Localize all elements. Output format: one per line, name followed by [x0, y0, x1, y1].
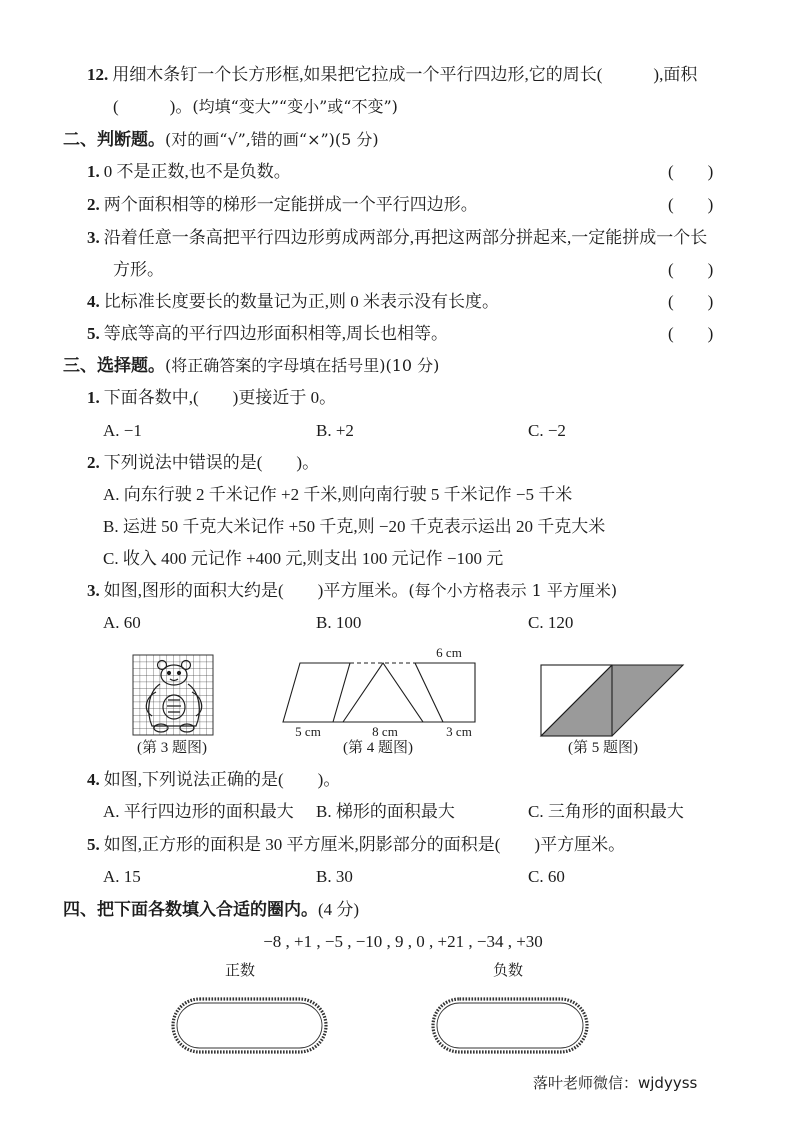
question-number: 3. [87, 228, 100, 247]
section-judge-heading [63, 130, 379, 150]
option-c: C. 收入 400 元记作 +400 元,则支出 100 元记作 −100 元 [103, 549, 504, 568]
question-text: 如图,正方形的面积是 30 平方厘米,阴影部分的面积是( )平方厘米。 [103, 835, 626, 854]
question-number: 2. [87, 195, 100, 214]
answer-blank: ( ) [668, 324, 714, 343]
judge-item-1 [87, 162, 291, 182]
section-score: (4 分) [318, 900, 360, 919]
oval-inner-border [437, 1003, 583, 1048]
fig3-caption: (第 3 题图) [137, 740, 207, 756]
negative-numbers-circle [431, 997, 589, 1054]
question-note: (均填“变大”“变小”或“不变”) [192, 97, 398, 116]
judge-item-3-continued [113, 260, 164, 280]
fig4-figure [283, 663, 475, 722]
oval-outer-border [173, 999, 326, 1052]
question-text: 比标准长度要长的数量记为正,则 0 米表示没有长度。 [103, 292, 499, 311]
question-number: 4. [87, 292, 100, 311]
option-a: A. −1 [103, 421, 142, 440]
figures-row [0, 640, 793, 745]
option-a: A. 60 [103, 613, 141, 632]
choice-item-3 [87, 581, 617, 601]
option-a: A. 15 [103, 867, 141, 886]
answer-blank: ( ) [668, 195, 714, 214]
fig4-triangle [343, 663, 423, 722]
answer-blank: ( ) [668, 260, 714, 279]
option-b: B. 100 [316, 613, 362, 632]
fig4-label-trapezoid-base: 3 cm [446, 724, 472, 739]
section-instruction: (对的画“√”,错的画“×”)(5 分) [165, 130, 379, 149]
question-text: 方形。 [113, 260, 164, 279]
fig4-caption: (第 4 题图) [343, 740, 413, 756]
fig4-label-triangle-base: 8 cm [372, 724, 398, 739]
question-text: 下面各数中,( )更接近于 0。 [103, 388, 337, 407]
question-12-line-1 [87, 65, 697, 85]
choice-item-1 [87, 388, 336, 408]
fig5-caption: (第 5 题图) [568, 740, 638, 756]
question-text: 用细木条钉一个长方形框,如果把它拉成一个平行四边形,它的周长( ),面积 [112, 65, 698, 84]
question-note: (每个小方格表示 1 平方厘米) [408, 581, 618, 600]
positive-numbers-circle [171, 997, 328, 1054]
option-b: B. 运进 50 千克大米记作 +50 千克,则 −20 千克表示运出 20 千克大米 [103, 517, 606, 536]
judge-item-5 [87, 324, 448, 344]
fig4-parallelogram [283, 663, 350, 722]
choice-item-2 [87, 453, 319, 473]
oval-outer-border [433, 999, 587, 1052]
option-a: A. 平行四边形的面积最大 [103, 802, 294, 821]
section-instruction: (将正确答案的字母填在括号里)(10 分) [165, 356, 440, 375]
section-title: 四、把下面各数填入合适的圈内。 [63, 900, 318, 919]
fig3-bear-eye-left [168, 672, 171, 675]
fig4-label-top: 6 cm [436, 645, 462, 660]
question-number: 12. [87, 65, 109, 84]
question-text: 等底等高的平行四边形面积相等,周长也相等。 [103, 324, 448, 343]
question-number: 1. [87, 162, 100, 181]
question-number: 5. [87, 324, 100, 343]
question-number: 2. [87, 453, 100, 472]
section-choice-heading [63, 356, 439, 376]
option-b: B. 30 [316, 867, 353, 886]
option-c: C. 120 [528, 613, 574, 632]
question-text: ( )。 [113, 97, 193, 116]
question-number: 3. [87, 581, 100, 600]
option-c: C. 60 [528, 867, 565, 886]
question-number: 4. [87, 770, 100, 789]
number-list: −8 , +1 , −5 , −10 , 9 , 0 , +21 , −34 , +30 [263, 932, 543, 951]
option-b: B. 梯形的面积最大 [316, 802, 455, 821]
question-text: 如图,图形的面积大约是( )平方厘米。 [103, 581, 409, 600]
answer-blank: ( ) [668, 292, 714, 311]
section-title: 二、判断题。 [63, 130, 165, 149]
fig4-trapezoid [415, 663, 475, 722]
question-text: 0 不是正数,也不是负数。 [103, 162, 291, 181]
question-text: 两个面积相等的梯形一定能拼成一个平行四边形。 [103, 195, 478, 214]
judge-item-3 [87, 228, 707, 248]
fig4-label-parallelogram-base: 5 cm [295, 724, 321, 739]
choice-item-4 [87, 770, 340, 790]
positive-label: 正数 [224, 963, 255, 979]
judge-item-4 [87, 292, 499, 312]
negative-label: 负数 [492, 963, 523, 979]
section-sort-heading [63, 900, 359, 920]
question-text: 下列说法中错误的是( )。 [103, 453, 320, 472]
fig5-figure [541, 665, 683, 736]
oval-inner-border [177, 1003, 322, 1048]
section-title: 三、选择题。 [63, 356, 165, 375]
judge-item-2 [87, 195, 478, 215]
question-text: 如图,下列说法正确的是( )。 [103, 770, 341, 789]
question-text: 沿着任意一条高把平行四边形剪成两部分,再把这两部分拼起来,一定能拼成一个长 [103, 228, 708, 247]
fig3-figure [133, 655, 213, 735]
fig3-bear-eye-right [178, 672, 181, 675]
option-b: B. +2 [316, 421, 354, 440]
choice-item-5 [87, 835, 625, 855]
question-12-line-2 [113, 97, 398, 117]
option-c: C. 三角形的面积最大 [528, 802, 684, 821]
footer-watermark: 落叶老师微信：wjdyyss [533, 1074, 698, 1092]
question-number: 1. [87, 388, 100, 407]
option-a: A. 向东行驶 2 千米记作 +2 千米,则向南行驶 5 千米记作 −5 千米 [103, 485, 573, 504]
question-number: 5. [87, 835, 100, 854]
option-c: C. −2 [528, 421, 566, 440]
answer-blank: ( ) [668, 162, 714, 181]
